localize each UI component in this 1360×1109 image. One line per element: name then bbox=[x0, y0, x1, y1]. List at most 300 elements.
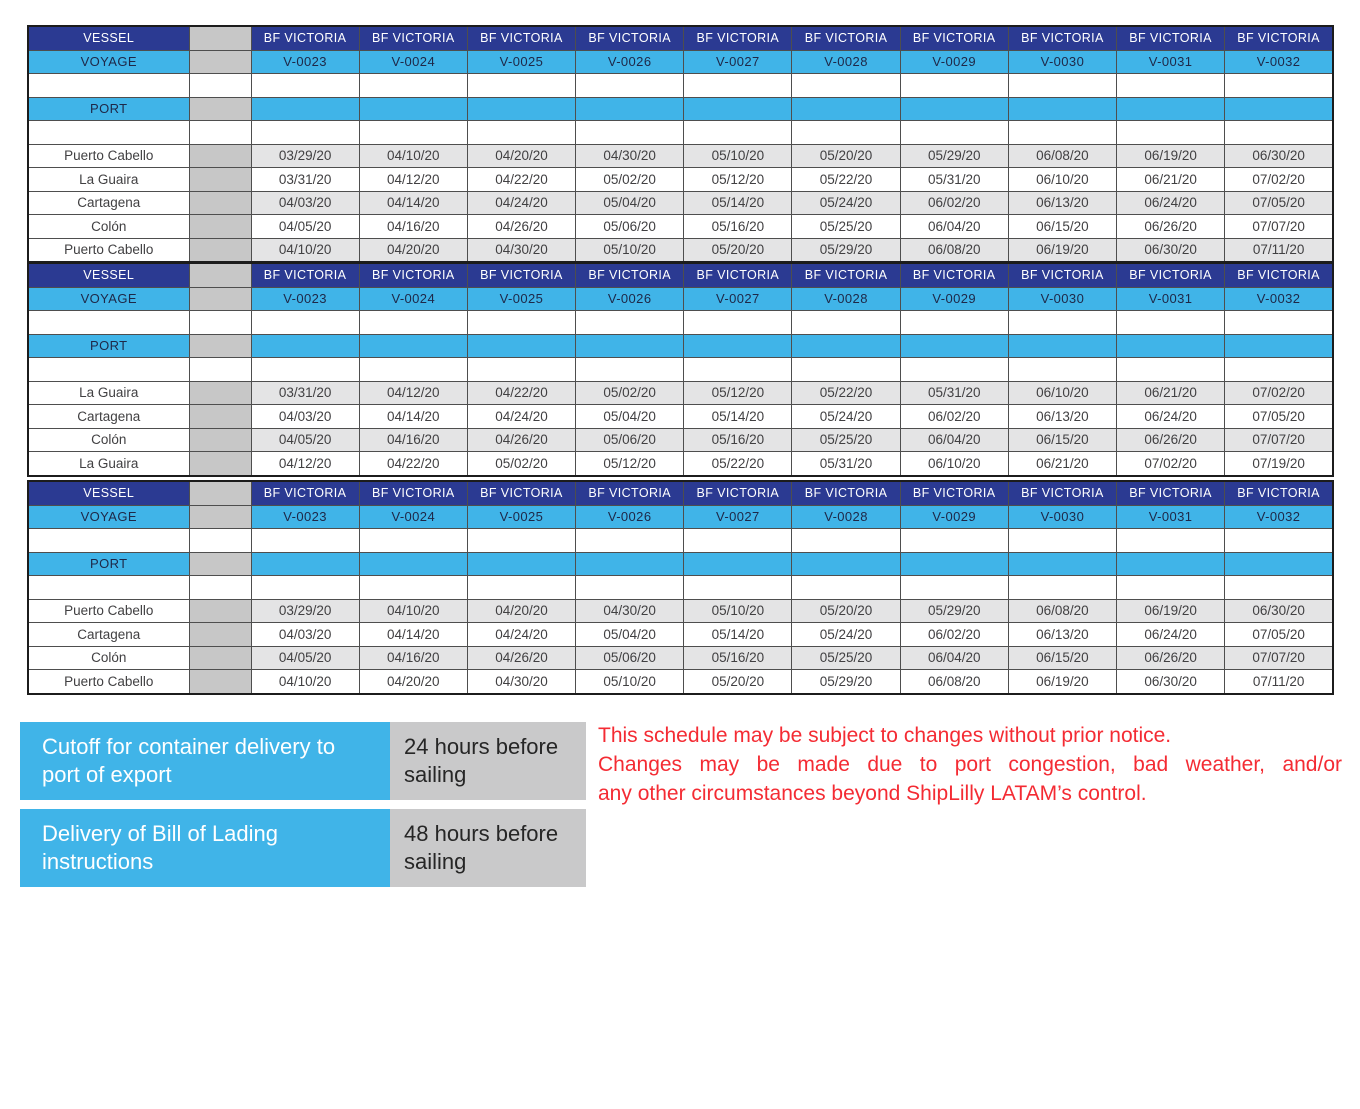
vessel-name-cell: BF VICTORIA bbox=[359, 481, 467, 505]
schedule-table-1 bbox=[27, 25, 1334, 263]
port-header-empty-cell bbox=[359, 97, 467, 121]
vessel-name-cell: BF VICTORIA bbox=[359, 26, 467, 50]
empty-cell bbox=[900, 529, 1008, 553]
port-header-empty-cell bbox=[900, 97, 1008, 121]
sailing-date-cell: 04/24/20 bbox=[467, 623, 575, 647]
spacer-cell bbox=[189, 26, 251, 50]
empty-cell bbox=[792, 529, 900, 553]
sailing-date-cell: 04/20/20 bbox=[359, 670, 467, 694]
empty-cell bbox=[251, 529, 359, 553]
port-row-label: PORT bbox=[28, 334, 189, 358]
sailing-date-cell: 04/03/20 bbox=[251, 623, 359, 647]
sailing-date-cell: 03/29/20 bbox=[251, 144, 359, 168]
sailing-date-cell: 04/26/20 bbox=[467, 215, 575, 239]
voyage-number-cell: V-0031 bbox=[1117, 505, 1225, 529]
empty-cell bbox=[28, 529, 189, 553]
sailing-date-cell: 06/30/20 bbox=[1117, 238, 1225, 262]
sailing-date-cell: 06/30/20 bbox=[1117, 670, 1225, 694]
empty-cell bbox=[251, 358, 359, 382]
port-schedule-row bbox=[28, 670, 1333, 694]
voyage-header-row bbox=[28, 50, 1333, 74]
sailing-date-cell: 06/13/20 bbox=[1008, 623, 1116, 647]
disclaimer-line: Changes may be made due to port congestion, bad weather, and/or bbox=[598, 753, 1342, 776]
vessel-name-cell: BF VICTORIA bbox=[467, 481, 575, 505]
vessel-header-row bbox=[28, 481, 1333, 505]
empty-row bbox=[28, 311, 1333, 335]
empty-cell bbox=[1117, 74, 1225, 98]
sailing-date-cell: 05/12/20 bbox=[684, 381, 792, 405]
vessel-name-cell: BF VICTORIA bbox=[467, 263, 575, 287]
empty-cell bbox=[28, 121, 189, 145]
sailing-date-cell: 05/12/20 bbox=[684, 168, 792, 192]
sailing-date-cell: 04/14/20 bbox=[359, 623, 467, 647]
sailing-date-cell: 05/29/20 bbox=[900, 599, 1008, 623]
vessel-name-cell: BF VICTORIA bbox=[576, 263, 684, 287]
empty-cell bbox=[576, 311, 684, 335]
voyage-number-cell: V-0031 bbox=[1117, 50, 1225, 74]
empty-cell bbox=[359, 311, 467, 335]
voyage-header-row bbox=[28, 505, 1333, 529]
spacer-cell bbox=[189, 215, 251, 239]
port-name-cell: Puerto Cabello bbox=[28, 144, 189, 168]
empty-cell bbox=[576, 74, 684, 98]
sailing-date-cell: 06/15/20 bbox=[1008, 428, 1116, 452]
spacer-cell bbox=[189, 287, 251, 311]
empty-cell bbox=[1117, 121, 1225, 145]
sailing-date-cell: 05/22/20 bbox=[792, 168, 900, 192]
empty-cell bbox=[1225, 576, 1333, 600]
cutoff-label-box bbox=[20, 722, 390, 800]
voyage-number-cell: V-0027 bbox=[684, 50, 792, 74]
spacer-cell bbox=[189, 405, 251, 429]
voyage-number-cell: V-0032 bbox=[1225, 505, 1333, 529]
empty-cell bbox=[1008, 529, 1116, 553]
vessel-name-cell: BF VICTORIA bbox=[251, 26, 359, 50]
voyage-number-cell: V-0026 bbox=[576, 505, 684, 529]
spacer-cell bbox=[189, 599, 251, 623]
vessel-name-cell: BF VICTORIA bbox=[1225, 481, 1333, 505]
sailing-date-cell: 04/20/20 bbox=[467, 599, 575, 623]
vessel-name-cell: BF VICTORIA bbox=[251, 263, 359, 287]
port-schedule-row bbox=[28, 168, 1333, 192]
port-header-empty-cell bbox=[359, 552, 467, 576]
port-name-cell: Cartagena bbox=[28, 191, 189, 215]
vessel-name-cell: BF VICTORIA bbox=[1117, 26, 1225, 50]
voyage-header-row bbox=[28, 287, 1333, 311]
sailing-date-cell: 05/20/20 bbox=[792, 599, 900, 623]
sailing-date-cell: 07/02/20 bbox=[1225, 168, 1333, 192]
empty-cell bbox=[900, 576, 1008, 600]
spacer-cell bbox=[189, 238, 251, 262]
port-schedule-row bbox=[28, 599, 1333, 623]
port-schedule-row bbox=[28, 238, 1333, 262]
empty-cell bbox=[1117, 529, 1225, 553]
vessel-name-cell: BF VICTORIA bbox=[1008, 26, 1116, 50]
port-header-empty-cell bbox=[467, 552, 575, 576]
bill-of-lading-label-text: Delivery of Bill of Lading instructions bbox=[42, 821, 279, 874]
empty-row bbox=[28, 121, 1333, 145]
port-header-empty-cell bbox=[1225, 552, 1333, 576]
port-header-empty-cell bbox=[251, 552, 359, 576]
voyage-number-cell: V-0032 bbox=[1225, 50, 1333, 74]
vessel-name-cell: BF VICTORIA bbox=[467, 26, 575, 50]
sailing-date-cell: 04/22/20 bbox=[467, 381, 575, 405]
voyage-number-cell: V-0026 bbox=[576, 287, 684, 311]
sailing-date-cell: 06/24/20 bbox=[1117, 405, 1225, 429]
voyage-number-cell: V-0025 bbox=[467, 287, 575, 311]
empty-cell bbox=[576, 121, 684, 145]
sailing-date-cell: 05/25/20 bbox=[792, 215, 900, 239]
empty-cell bbox=[1008, 74, 1116, 98]
bill-of-lading-row bbox=[20, 809, 586, 887]
empty-cell bbox=[792, 576, 900, 600]
empty-cell bbox=[684, 74, 792, 98]
spacer-cell bbox=[189, 623, 251, 647]
sailing-date-cell: 05/31/20 bbox=[900, 168, 1008, 192]
spacer-cell bbox=[189, 481, 251, 505]
sailing-date-cell: 04/05/20 bbox=[251, 215, 359, 239]
empty-cell bbox=[359, 121, 467, 145]
port-header-empty-cell bbox=[792, 552, 900, 576]
sailing-date-cell: 04/20/20 bbox=[467, 144, 575, 168]
vessel-name-cell: BF VICTORIA bbox=[684, 263, 792, 287]
empty-cell bbox=[189, 358, 251, 382]
cutoff-value-text: 24 hours before sailing bbox=[404, 734, 559, 787]
voyage-row-label: VOYAGE bbox=[28, 287, 189, 311]
empty-cell bbox=[467, 311, 575, 335]
sailing-date-cell: 04/30/20 bbox=[467, 670, 575, 694]
sailing-date-cell: 06/08/20 bbox=[900, 670, 1008, 694]
voyage-number-cell: V-0030 bbox=[1008, 287, 1116, 311]
empty-cell bbox=[900, 311, 1008, 335]
empty-cell bbox=[1117, 358, 1225, 382]
sailing-date-cell: 05/20/20 bbox=[684, 670, 792, 694]
bill-of-lading-value-box bbox=[390, 809, 586, 887]
empty-cell bbox=[251, 311, 359, 335]
spacer-cell bbox=[189, 191, 251, 215]
vessel-name-cell: BF VICTORIA bbox=[576, 481, 684, 505]
sailing-date-cell: 05/22/20 bbox=[684, 452, 792, 476]
spacer-cell bbox=[189, 334, 251, 358]
sailing-date-cell: 06/26/20 bbox=[1117, 428, 1225, 452]
sailing-date-cell: 05/16/20 bbox=[684, 215, 792, 239]
sailing-date-cell: 06/08/20 bbox=[1008, 599, 1116, 623]
cutoff-label-text: Cutoff for container delivery to port of export bbox=[42, 734, 336, 787]
voyage-number-cell: V-0026 bbox=[576, 50, 684, 74]
sailing-date-cell: 04/14/20 bbox=[359, 405, 467, 429]
sailing-date-cell: 06/10/20 bbox=[900, 452, 1008, 476]
sailing-date-cell: 07/11/20 bbox=[1225, 238, 1333, 262]
port-name-cell: Colón bbox=[28, 646, 189, 670]
sailing-date-cell: 04/16/20 bbox=[359, 646, 467, 670]
sailing-date-cell: 04/30/20 bbox=[576, 144, 684, 168]
vessel-name-cell: BF VICTORIA bbox=[900, 481, 1008, 505]
vessel-name-cell: BF VICTORIA bbox=[900, 26, 1008, 50]
spacer-cell bbox=[189, 552, 251, 576]
sailing-date-cell: 05/12/20 bbox=[576, 452, 684, 476]
voyage-number-cell: V-0030 bbox=[1008, 50, 1116, 74]
empty-row bbox=[28, 576, 1333, 600]
sailing-date-cell: 05/02/20 bbox=[576, 168, 684, 192]
port-header-empty-cell bbox=[359, 334, 467, 358]
sailing-date-cell: 05/25/20 bbox=[792, 646, 900, 670]
sailing-date-cell: 05/14/20 bbox=[684, 623, 792, 647]
spacer-cell bbox=[189, 381, 251, 405]
sailing-date-cell: 05/14/20 bbox=[684, 405, 792, 429]
sailing-date-cell: 05/04/20 bbox=[576, 405, 684, 429]
port-header-empty-cell bbox=[684, 97, 792, 121]
empty-cell bbox=[684, 358, 792, 382]
port-name-cell: Cartagena bbox=[28, 405, 189, 429]
port-header-empty-cell bbox=[684, 552, 792, 576]
sailing-date-cell: 04/10/20 bbox=[251, 670, 359, 694]
port-name-cell: Cartagena bbox=[28, 623, 189, 647]
empty-row bbox=[28, 358, 1333, 382]
port-schedule-row bbox=[28, 215, 1333, 239]
empty-cell bbox=[28, 576, 189, 600]
sailing-date-cell: 06/21/20 bbox=[1117, 381, 1225, 405]
sailing-date-cell: 06/02/20 bbox=[900, 623, 1008, 647]
cutoff-value-box bbox=[390, 722, 586, 800]
empty-cell bbox=[28, 74, 189, 98]
spacer-cell bbox=[189, 144, 251, 168]
port-header-empty-cell bbox=[900, 552, 1008, 576]
vessel-header-row bbox=[28, 26, 1333, 50]
sailing-date-cell: 06/13/20 bbox=[1008, 191, 1116, 215]
empty-cell bbox=[251, 576, 359, 600]
vessel-row-label: VESSEL bbox=[28, 481, 189, 505]
sailing-date-cell: 06/21/20 bbox=[1008, 452, 1116, 476]
voyage-number-cell: V-0030 bbox=[1008, 505, 1116, 529]
cutoff-container-delivery-row bbox=[20, 722, 586, 800]
port-header-empty-cell bbox=[900, 334, 1008, 358]
vessel-row-label: VESSEL bbox=[28, 263, 189, 287]
port-schedule-row bbox=[28, 623, 1333, 647]
vessel-name-cell: BF VICTORIA bbox=[1117, 481, 1225, 505]
port-header-empty-cell bbox=[251, 97, 359, 121]
sailing-date-cell: 04/05/20 bbox=[251, 646, 359, 670]
empty-cell bbox=[1117, 311, 1225, 335]
empty-cell bbox=[1225, 74, 1333, 98]
sailing-date-cell: 06/04/20 bbox=[900, 646, 1008, 670]
empty-cell bbox=[684, 576, 792, 600]
sailing-date-cell: 05/16/20 bbox=[684, 428, 792, 452]
sailing-date-cell: 04/10/20 bbox=[251, 238, 359, 262]
sailing-date-cell: 03/31/20 bbox=[251, 168, 359, 192]
sailing-date-cell: 04/26/20 bbox=[467, 646, 575, 670]
sailing-date-cell: 04/20/20 bbox=[359, 238, 467, 262]
port-name-cell: Puerto Cabello bbox=[28, 238, 189, 262]
sailing-date-cell: 07/05/20 bbox=[1225, 191, 1333, 215]
empty-cell bbox=[792, 74, 900, 98]
sailing-date-cell: 04/16/20 bbox=[359, 215, 467, 239]
empty-cell bbox=[467, 529, 575, 553]
sailing-date-cell: 04/12/20 bbox=[359, 381, 467, 405]
empty-cell bbox=[792, 358, 900, 382]
sailing-date-cell: 05/02/20 bbox=[467, 452, 575, 476]
empty-cell bbox=[1008, 358, 1116, 382]
port-name-cell: Colón bbox=[28, 428, 189, 452]
disclaimer-text bbox=[598, 721, 1342, 808]
sailing-date-cell: 05/24/20 bbox=[792, 623, 900, 647]
sailing-date-cell: 05/20/20 bbox=[792, 144, 900, 168]
sailing-date-cell: 06/15/20 bbox=[1008, 646, 1116, 670]
sailing-date-cell: 06/26/20 bbox=[1117, 215, 1225, 239]
empty-cell bbox=[251, 74, 359, 98]
empty-cell bbox=[189, 74, 251, 98]
sailing-date-cell: 05/06/20 bbox=[576, 215, 684, 239]
spacer-cell bbox=[189, 50, 251, 74]
vessel-name-cell: BF VICTORIA bbox=[1008, 481, 1116, 505]
port-schedule-row bbox=[28, 428, 1333, 452]
empty-cell bbox=[576, 576, 684, 600]
port-header-empty-cell bbox=[792, 97, 900, 121]
port-header-empty-cell bbox=[1008, 552, 1116, 576]
bill-of-lading-label-box bbox=[20, 809, 390, 887]
sailing-date-cell: 04/10/20 bbox=[359, 144, 467, 168]
sailing-date-cell: 07/07/20 bbox=[1225, 646, 1333, 670]
empty-cell bbox=[1225, 311, 1333, 335]
voyage-number-cell: V-0023 bbox=[251, 505, 359, 529]
empty-cell bbox=[1225, 121, 1333, 145]
port-header-row bbox=[28, 552, 1333, 576]
empty-cell bbox=[900, 121, 1008, 145]
empty-cell bbox=[576, 529, 684, 553]
port-name-cell: La Guaira bbox=[28, 381, 189, 405]
sailing-date-cell: 03/31/20 bbox=[251, 381, 359, 405]
voyage-number-cell: V-0024 bbox=[359, 505, 467, 529]
sailing-date-cell: 06/10/20 bbox=[1008, 168, 1116, 192]
vessel-name-cell: BF VICTORIA bbox=[1225, 26, 1333, 50]
port-schedule-row bbox=[28, 144, 1333, 168]
empty-cell bbox=[792, 121, 900, 145]
port-name-cell: Puerto Cabello bbox=[28, 599, 189, 623]
sailing-date-cell: 06/19/20 bbox=[1008, 238, 1116, 262]
port-header-empty-cell bbox=[1008, 334, 1116, 358]
voyage-number-cell: V-0028 bbox=[792, 50, 900, 74]
port-header-empty-cell bbox=[1117, 97, 1225, 121]
voyage-number-cell: V-0028 bbox=[792, 505, 900, 529]
sailing-date-cell: 06/10/20 bbox=[1008, 381, 1116, 405]
port-header-empty-cell bbox=[684, 334, 792, 358]
empty-cell bbox=[1008, 576, 1116, 600]
sailing-date-cell: 05/24/20 bbox=[792, 405, 900, 429]
port-name-cell: La Guaira bbox=[28, 168, 189, 192]
empty-cell bbox=[467, 121, 575, 145]
port-schedule-row bbox=[28, 405, 1333, 429]
sailing-date-cell: 06/02/20 bbox=[900, 405, 1008, 429]
schedule-table-3 bbox=[27, 480, 1334, 695]
sailing-date-cell: 06/04/20 bbox=[900, 215, 1008, 239]
spacer-cell bbox=[189, 670, 251, 694]
sailing-date-cell: 05/24/20 bbox=[792, 191, 900, 215]
empty-cell bbox=[359, 529, 467, 553]
port-header-empty-cell bbox=[467, 334, 575, 358]
sailing-date-cell: 05/10/20 bbox=[576, 670, 684, 694]
voyage-number-cell: V-0029 bbox=[900, 287, 1008, 311]
sailing-date-cell: 05/10/20 bbox=[684, 599, 792, 623]
port-header-empty-cell bbox=[251, 334, 359, 358]
spacer-cell bbox=[189, 97, 251, 121]
vessel-name-cell: BF VICTORIA bbox=[359, 263, 467, 287]
sailing-date-cell: 05/10/20 bbox=[576, 238, 684, 262]
sailing-date-cell: 06/19/20 bbox=[1117, 599, 1225, 623]
sailing-date-cell: 05/06/20 bbox=[576, 646, 684, 670]
vessel-name-cell: BF VICTORIA bbox=[792, 263, 900, 287]
sailing-date-cell: 05/22/20 bbox=[792, 381, 900, 405]
port-header-empty-cell bbox=[576, 97, 684, 121]
disclaimer-line: any other circumstances beyond ShipLilly LATAM’s control. bbox=[598, 782, 1147, 805]
port-header-empty-cell bbox=[1225, 97, 1333, 121]
voyage-number-cell: V-0023 bbox=[251, 287, 359, 311]
voyage-row-label: VOYAGE bbox=[28, 505, 189, 529]
sailing-date-cell: 06/04/20 bbox=[900, 428, 1008, 452]
sailing-date-cell: 04/24/20 bbox=[467, 191, 575, 215]
spacer-cell bbox=[189, 263, 251, 287]
sailing-date-cell: 06/21/20 bbox=[1117, 168, 1225, 192]
sailing-date-cell: 06/26/20 bbox=[1117, 646, 1225, 670]
bill-of-lading-value-text: 48 hours before sailing bbox=[404, 821, 559, 874]
empty-cell bbox=[189, 529, 251, 553]
sailing-date-cell: 04/30/20 bbox=[467, 238, 575, 262]
sailing-date-cell: 04/24/20 bbox=[467, 405, 575, 429]
sailing-date-cell: 04/22/20 bbox=[359, 452, 467, 476]
port-name-cell: La Guaira bbox=[28, 452, 189, 476]
sailing-date-cell: 06/24/20 bbox=[1117, 191, 1225, 215]
sailing-date-cell: 03/29/20 bbox=[251, 599, 359, 623]
port-schedule-row bbox=[28, 452, 1333, 476]
port-header-empty-cell bbox=[792, 334, 900, 358]
sailing-date-cell: 06/30/20 bbox=[1225, 144, 1333, 168]
empty-cell bbox=[1225, 529, 1333, 553]
sailing-date-cell: 04/26/20 bbox=[467, 428, 575, 452]
sailing-date-cell: 05/31/20 bbox=[900, 381, 1008, 405]
voyage-number-cell: V-0027 bbox=[684, 287, 792, 311]
port-row-label: PORT bbox=[28, 97, 189, 121]
vessel-name-cell: BF VICTORIA bbox=[792, 26, 900, 50]
vessel-name-cell: BF VICTORIA bbox=[251, 481, 359, 505]
empty-row bbox=[28, 529, 1333, 553]
port-header-empty-cell bbox=[576, 552, 684, 576]
spacer-cell bbox=[189, 168, 251, 192]
sailing-date-cell: 05/25/20 bbox=[792, 428, 900, 452]
port-header-empty-cell bbox=[576, 334, 684, 358]
port-schedule-row bbox=[28, 381, 1333, 405]
port-name-cell: Puerto Cabello bbox=[28, 670, 189, 694]
port-header-empty-cell bbox=[467, 97, 575, 121]
sailing-date-cell: 05/20/20 bbox=[684, 238, 792, 262]
empty-cell bbox=[1225, 358, 1333, 382]
vessel-name-cell: BF VICTORIA bbox=[792, 481, 900, 505]
sailing-date-cell: 07/07/20 bbox=[1225, 215, 1333, 239]
voyage-number-cell: V-0027 bbox=[684, 505, 792, 529]
voyage-number-cell: V-0023 bbox=[251, 50, 359, 74]
sailing-date-cell: 05/29/20 bbox=[792, 238, 900, 262]
vessel-row-label: VESSEL bbox=[28, 26, 189, 50]
sailing-date-cell: 05/04/20 bbox=[576, 623, 684, 647]
spacer-cell bbox=[189, 646, 251, 670]
vessel-name-cell: BF VICTORIA bbox=[684, 26, 792, 50]
voyage-number-cell: V-0025 bbox=[467, 50, 575, 74]
sailing-date-cell: 04/10/20 bbox=[359, 599, 467, 623]
empty-cell bbox=[28, 358, 189, 382]
empty-cell bbox=[900, 74, 1008, 98]
port-header-row bbox=[28, 334, 1333, 358]
sailing-date-cell: 06/08/20 bbox=[900, 238, 1008, 262]
empty-cell bbox=[28, 311, 189, 335]
disclaimer-line: This schedule may be subject to changes without prior notice. bbox=[598, 724, 1172, 747]
port-schedule-row bbox=[28, 191, 1333, 215]
